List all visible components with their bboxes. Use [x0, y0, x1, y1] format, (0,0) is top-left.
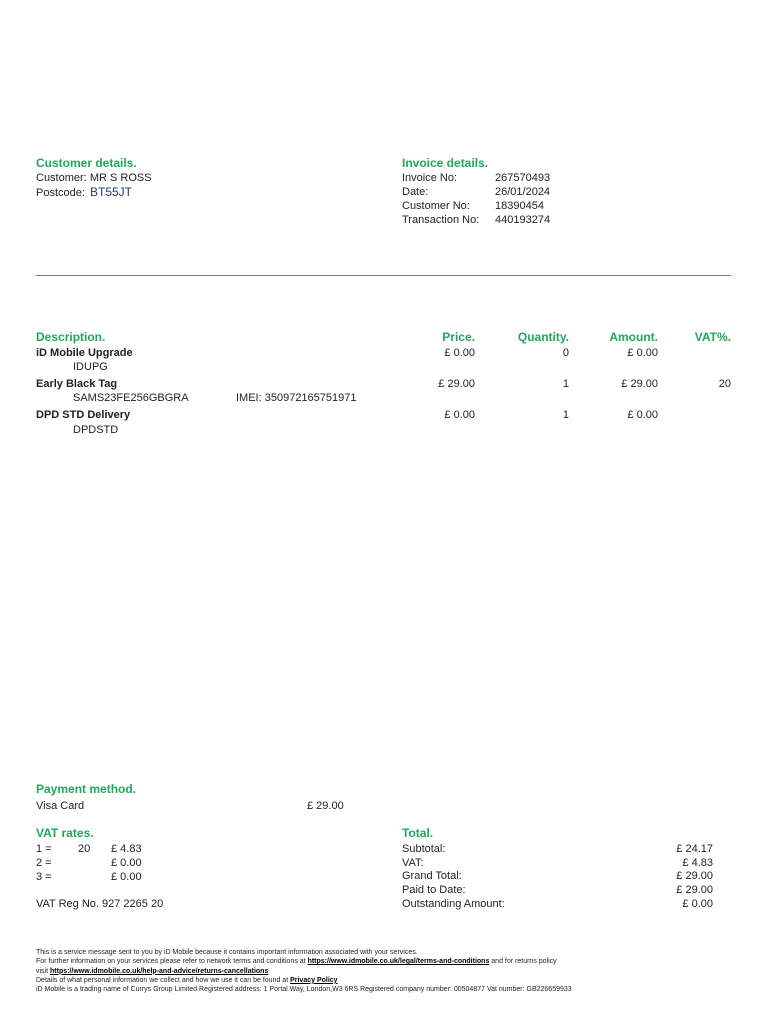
divider: [36, 275, 731, 276]
invoice-row: [402, 186, 602, 200]
price-header: Price.: [442, 330, 475, 344]
postcode-line: [36, 185, 132, 199]
customer-value: MR S ROSS: [89, 172, 152, 184]
item-amount: £ 0.00: [627, 347, 658, 359]
item-price: £ 0.00: [444, 347, 475, 359]
footer-text: For further information on your services please refer to network terms and conditions at: [36, 958, 308, 966]
invoice-details-heading: Invoice details.: [402, 156, 489, 170]
returns-link[interactable]: https://www.idmobile.co.uk/help-and-advice/returns-cancellations: [50, 967, 269, 975]
amount-header: Amount.: [609, 330, 658, 344]
terms-link[interactable]: https://www.idmobile.co.uk/legal/terms-and-conditions: [307, 958, 490, 966]
invoice-row: [402, 172, 602, 186]
item-price: £ 0.00: [444, 409, 475, 421]
invoice-row: [402, 200, 602, 214]
paid-to-date-label: Paid to Date:: [402, 884, 466, 896]
item-name: Early Black Tag: [36, 378, 118, 390]
item-price: £ 29.00: [438, 378, 475, 390]
postcode-label: Postcode:: [36, 187, 85, 199]
item-amount: £ 0.00: [627, 409, 658, 421]
subtotal-value: £ 24.17: [676, 843, 713, 855]
vat-reg-no: VAT Reg No. 927 2265 20: [36, 898, 164, 910]
date-label: Date:: [402, 186, 429, 198]
quantity-header: Quantity.: [517, 330, 569, 344]
vat-total-label: VAT:: [402, 857, 424, 869]
footer-notice: [36, 948, 736, 994]
item-code: IDUPG: [73, 361, 108, 373]
invoice-row: [402, 214, 602, 228]
invoice-no-label: Invoice No:: [402, 172, 458, 184]
payment-method-value: Visa Card: [36, 800, 85, 812]
vat-rate-label: 2 =: [36, 857, 52, 869]
item-quantity: 1: [562, 409, 569, 421]
vat-rate-value: £ 0.00: [111, 871, 142, 883]
footer-text: visit: [36, 967, 50, 975]
outstanding-value: £ 0.00: [682, 898, 713, 910]
vat-header: VAT%.: [694, 330, 731, 344]
payment-method-heading: Payment method.: [36, 782, 137, 796]
customer-line: [36, 172, 152, 184]
item-amount: £ 29.00: [621, 378, 658, 390]
payment-amount: £ 29.00: [307, 800, 344, 812]
footer-text: Details of what personal information we collect and how we use it can be found at: [36, 976, 291, 984]
customer-details-heading: Customer details.: [36, 156, 137, 170]
date-value: 26/01/2024: [495, 186, 551, 198]
transaction-no-value: 440193274: [495, 214, 551, 226]
footer-line: iD Mobile is a trading name of Currys Group Limited Registered address: 1 Portal Way, London,W3 6RS Registered company number: 00504877 Vat number: GB226659933: [36, 986, 572, 994]
paid-to-date-value: £ 29.00: [676, 884, 713, 896]
customer-label: Customer:: [36, 172, 87, 184]
customer-no-value: 18390454: [495, 200, 544, 212]
item-quantity: 0: [562, 347, 569, 359]
footer-line: [36, 976, 736, 985]
footer-line: [36, 967, 736, 976]
item-quantity: 1: [562, 378, 569, 390]
vat-total-value: £ 4.83: [682, 857, 713, 869]
item-name: iD Mobile Upgrade: [36, 347, 133, 359]
invoice-details-list: [402, 172, 602, 228]
footer-text: and for returns policy: [489, 958, 557, 966]
total-heading: Total.: [402, 826, 434, 840]
vat-rate-label: 3 =: [36, 871, 52, 883]
item-name: DPD STD Delivery: [36, 409, 131, 421]
item-vat: 20: [718, 378, 731, 390]
transaction-no-label: Transaction No:: [402, 214, 480, 226]
grand-total-label: Grand Total:: [402, 870, 462, 882]
vat-rates-heading: VAT rates.: [36, 826, 94, 840]
invoice-no-value: 267570493: [495, 172, 551, 184]
grand-total-value: £ 29.00: [676, 870, 713, 882]
customer-no-label: Customer No:: [402, 200, 470, 212]
footer-line: This is a service message sent to you by iD Mobile because it contains important information associated with your services.: [36, 949, 418, 956]
postcode-value: BT55JT: [89, 185, 132, 199]
description-header: Description.: [36, 330, 106, 344]
vat-rate-percent: 20: [78, 843, 91, 855]
item-code: SAMS23FE256GBGRA: [73, 392, 189, 404]
footer-line: [36, 957, 736, 966]
item-code: DPDSTD: [73, 424, 119, 436]
vat-rate-label: 1 =: [36, 843, 52, 855]
subtotal-label: Subtotal:: [402, 843, 446, 855]
outstanding-label: Outstanding Amount:: [402, 898, 505, 910]
item-imei: IMEI: 350972165751971: [236, 392, 357, 404]
vat-rate-value: £ 0.00: [111, 857, 142, 869]
privacy-policy-link[interactable]: Privacy Policy: [290, 976, 338, 984]
vat-rate-value: £ 4.83: [111, 843, 142, 855]
